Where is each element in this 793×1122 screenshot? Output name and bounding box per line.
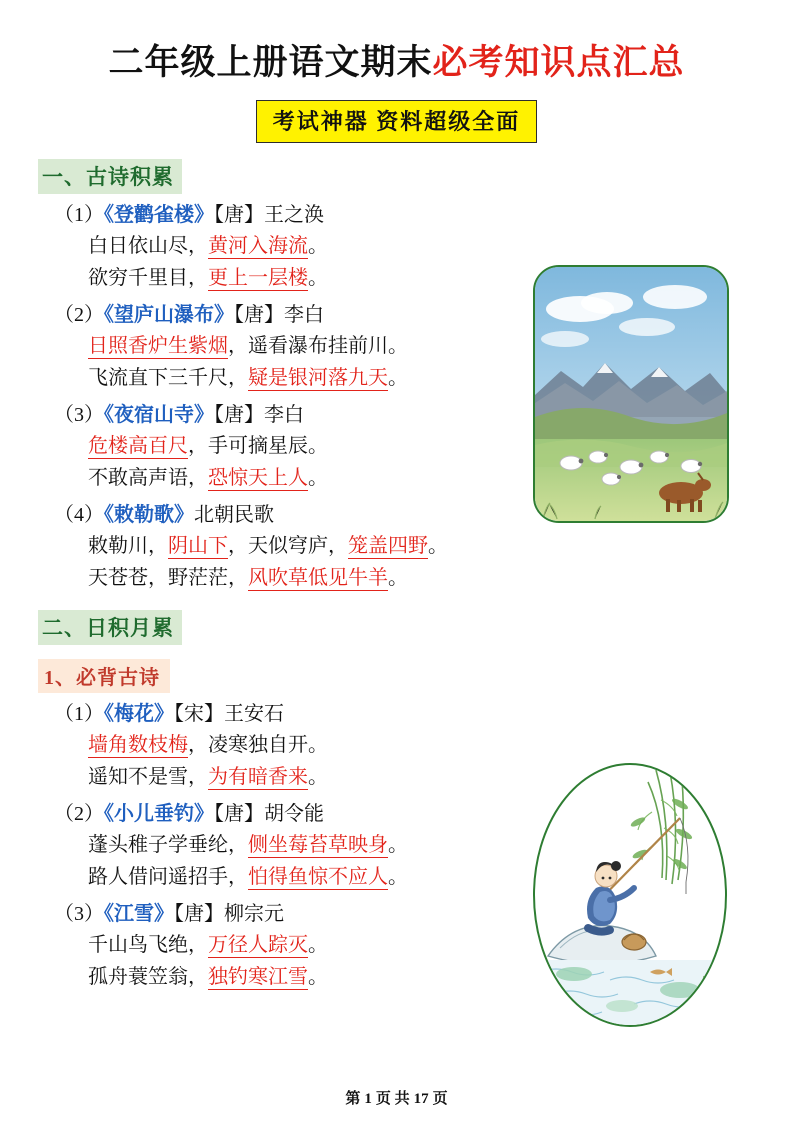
poem-name: 《望庐山瀑布》 bbox=[104, 304, 234, 326]
footer-suffix: 页 bbox=[432, 1091, 448, 1107]
poem-text: 。 bbox=[308, 766, 328, 788]
poem-line bbox=[88, 729, 763, 761]
poem-dynasty: 【唐】 bbox=[214, 404, 264, 426]
grassland-sheep-illustration bbox=[533, 265, 729, 523]
poem-text-highlight: 独钓寒江雪 bbox=[208, 966, 308, 988]
poem-text-highlight: 风吹草低见牛羊 bbox=[248, 567, 388, 589]
poem-line bbox=[88, 230, 763, 262]
page-footer bbox=[0, 1087, 793, 1108]
footer-prefix: 第 bbox=[345, 1091, 361, 1107]
poem-text: 。 bbox=[308, 235, 328, 257]
poem-text-highlight: 疑是银河落九天 bbox=[248, 367, 388, 389]
poem-text: 路人借问遥招手， bbox=[88, 866, 248, 888]
poem-text: ，天似穹庐， bbox=[228, 535, 348, 557]
page-title bbox=[30, 42, 763, 84]
poem-text: 。 bbox=[308, 966, 328, 988]
poem-author: 王之涣 bbox=[264, 204, 324, 226]
poem-text: 。 bbox=[388, 367, 408, 389]
poem-name: 《夜宿山寺》 bbox=[104, 404, 214, 426]
poem-dynasty: 【唐】 bbox=[214, 803, 264, 825]
poem-author: 胡令能 bbox=[264, 803, 324, 825]
poem-text: ，凌寒独自开。 bbox=[188, 734, 328, 756]
poem-text: 不敢高声语， bbox=[88, 467, 208, 489]
section-one-heading: 一、古诗积累 bbox=[38, 159, 182, 194]
poem-text-highlight: 黄河入海流 bbox=[208, 235, 308, 257]
poem-text-highlight: 更上一层楼 bbox=[208, 267, 308, 289]
poem-text: 天苍苍，野茫茫， bbox=[88, 567, 248, 589]
boy-fishing-illustration bbox=[530, 760, 730, 1030]
footer-page-number: 1 bbox=[364, 1091, 372, 1107]
poem-text: 。 bbox=[308, 934, 328, 956]
poem-line bbox=[88, 562, 763, 594]
poem-index: （3） bbox=[54, 404, 104, 426]
poem-text: 。 bbox=[428, 535, 448, 557]
poem-text: 。 bbox=[388, 866, 408, 888]
poem-index: （1） bbox=[54, 703, 104, 725]
poem-text: ，手可摘星辰。 bbox=[188, 435, 328, 457]
poem-index: （2） bbox=[54, 304, 104, 326]
poem-index: （4） bbox=[54, 504, 104, 526]
footer-middle: 页 共 bbox=[375, 1091, 410, 1107]
poem-dynasty: 【唐】 bbox=[234, 304, 284, 326]
poem-text: 遥知不是雪， bbox=[88, 766, 208, 788]
poem-index: （1） bbox=[54, 204, 104, 226]
poem-title-line bbox=[54, 200, 763, 230]
poem-line bbox=[88, 530, 763, 562]
section-two-subheading: 1、必背古诗 bbox=[38, 659, 170, 693]
poem-author: 柳宗元 bbox=[224, 903, 284, 925]
section-two-heading: 二、日积月累 bbox=[38, 610, 182, 645]
poem-index: （2） bbox=[54, 803, 104, 825]
poem-author: 王安石 bbox=[224, 703, 284, 725]
poem-text: 。 bbox=[308, 467, 328, 489]
poem-text-highlight: 阴山下 bbox=[168, 535, 228, 557]
page-title-red: 必考知识点汇总 bbox=[432, 43, 685, 82]
poem-name: 《敕勒歌》 bbox=[104, 504, 194, 526]
poem-text-highlight: 危楼高百尺 bbox=[88, 435, 188, 457]
footer-total-pages: 17 bbox=[413, 1091, 429, 1107]
poem-title-line bbox=[54, 699, 763, 729]
poem-name: 《江雪》 bbox=[104, 903, 174, 925]
poem-text-highlight: 万径人踪灭 bbox=[208, 934, 308, 956]
poem-text-highlight: 侧坐莓苔草映身 bbox=[248, 834, 388, 856]
poem-index: （3） bbox=[54, 903, 104, 925]
page-title-black: 二年级上册语文期末 bbox=[108, 43, 433, 82]
poem-text: 。 bbox=[388, 834, 408, 856]
poem-text: 白日依山尽， bbox=[88, 235, 208, 257]
poem-name: 《梅花》 bbox=[104, 703, 174, 725]
poem-name: 《登鹳雀楼》 bbox=[104, 204, 214, 226]
subtitle-banner-wrap bbox=[30, 100, 763, 143]
poem-text-highlight: 日照香炉生紫烟 bbox=[88, 335, 228, 357]
poem-text: 。 bbox=[308, 267, 328, 289]
poem-text: ，遥看瀑布挂前川。 bbox=[228, 335, 408, 357]
poem-text-highlight: 为有暗香来 bbox=[208, 766, 308, 788]
poem-dynasty: 【唐】 bbox=[174, 903, 224, 925]
subtitle-banner: 考试神器 资料超级全面 bbox=[256, 100, 538, 143]
poem-dynasty: 【宋】 bbox=[174, 703, 224, 725]
poem-text: 飞流直下三千尺， bbox=[88, 367, 248, 389]
poem-name: 《小儿垂钓》 bbox=[104, 803, 214, 825]
poem-text: 敕勒川， bbox=[88, 535, 168, 557]
poem-author: 李白 bbox=[284, 304, 324, 326]
poem-text: 蓬头稚子学垂纶， bbox=[88, 834, 248, 856]
poem-dynasty: 【唐】 bbox=[214, 204, 264, 226]
poem-text: 孤舟蓑笠翁， bbox=[88, 966, 208, 988]
poem-text-highlight: 怕得鱼惊不应人 bbox=[248, 866, 388, 888]
poem-author: 李白 bbox=[264, 404, 304, 426]
poem-author: 北朝民歌 bbox=[194, 504, 274, 526]
poem-text: 千山鸟飞绝， bbox=[88, 934, 208, 956]
poem-text: 欲穷千里目， bbox=[88, 267, 208, 289]
poem-text-highlight: 墙角数枝梅 bbox=[88, 734, 188, 756]
poem-text: 。 bbox=[388, 567, 408, 589]
poem-text-highlight: 恐惊天上人 bbox=[208, 467, 308, 489]
poem-text-highlight: 笼盖四野 bbox=[348, 535, 428, 557]
